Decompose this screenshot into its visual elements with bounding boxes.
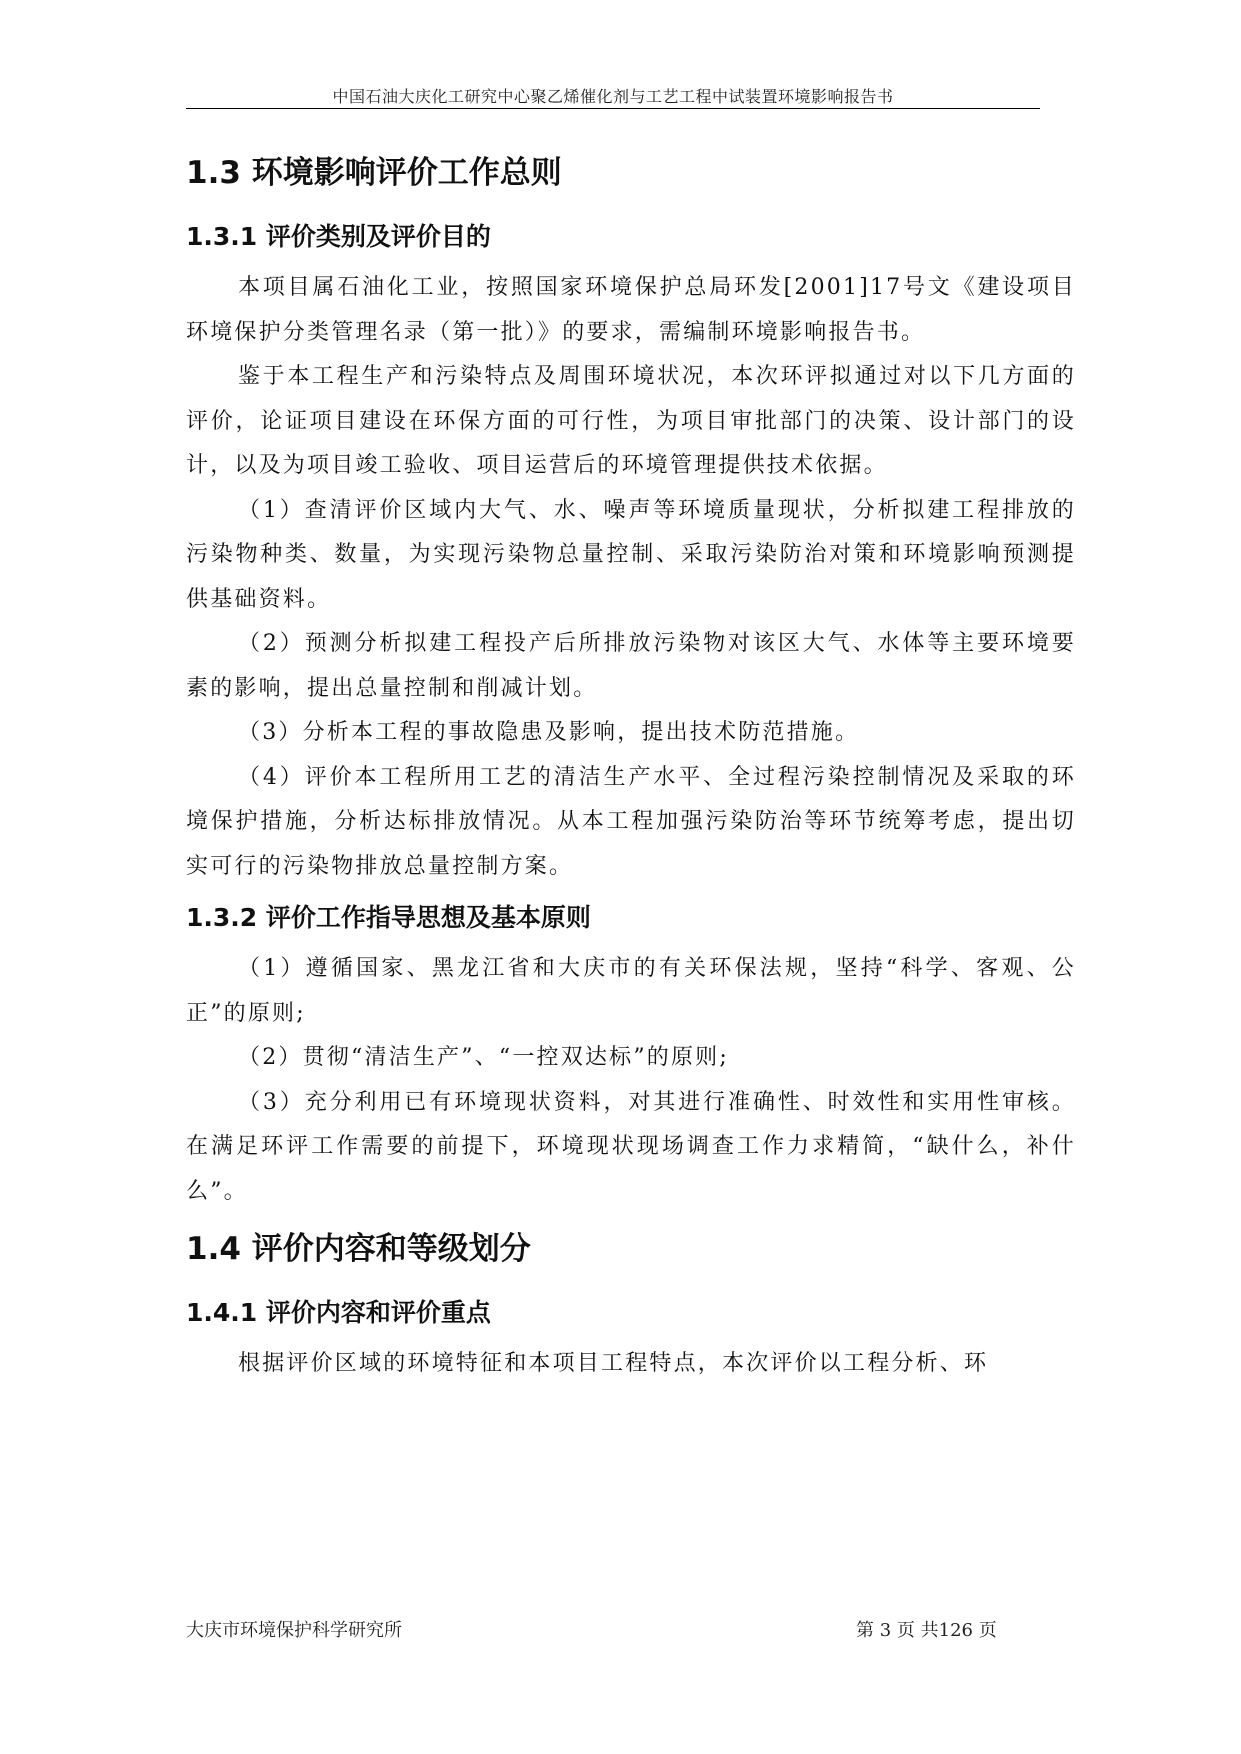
running-header: 中国石油大庆化工研究中心聚乙烯催化剂与工艺工程中试装置环境影响报告书 (332, 87, 894, 106)
paragraph: （3）分析本工程的事故隐患及影响，提出技术防范措施。 (238, 720, 860, 745)
paragraph: （1）查清评价区域内大气、水、噪声等环境质量现状，分析拟建工程排放的污染物种类、数量，为实现污染物总量控制、采取污染防治对策和环境影响预测提供基础资料。 (186, 497, 1076, 612)
subsection-heading-1-3-2: 1.3.2 评价工作指导思想及基本原则 (186, 903, 591, 932)
header-divider (186, 108, 1040, 109)
section-heading-1-4: 1.4 评价内容和等级划分 (186, 1231, 531, 1267)
paragraph: （2）贯彻“清洁生产”、“一控双达标”的原则; (238, 1045, 729, 1070)
footer-page-number: 第 3 页 共126 页 (856, 1620, 997, 1641)
paragraph: 本项目属石油化工业，按照国家环境保护总局环发[2001]17号文《建设项目环境保护分类管理名录（第一批）》的要求，需编制环境影响报告书。 (186, 275, 1076, 345)
section-heading-1-3: 1.3 环境影响评价工作总则 (186, 155, 562, 191)
document-body (186, 138, 1076, 1387)
paragraph: （3）充分利用已有环境现状资料，对其进行准确性、时效性和实用性审核。在满足环评工作需要的前提下，环境现状现场调查工作力求精简，“缺什么，补什么”。 (186, 1089, 1076, 1204)
subsection-heading-1-4-1: 1.4.1 评价内容和评价重点 (186, 1298, 491, 1327)
paragraph: 鉴于本工程生产和污染特点及周围环境状况，本次环评拟通过对以下几方面的评价，论证项目建设在环保方面的可行性，为项目审批部门的决策、设计部门的设计，以及为项目竣工验收、项目运营后的环境管理提供技术依据。 (186, 364, 1076, 478)
footer-organization: 大庆市环境保护科学研究所 (186, 1620, 402, 1641)
paragraph: （4）评价本工程所用工艺的清洁生产水平、全过程污染控制情况及采取的环境保护措施，分析达标排放情况。从本工程加强污染防治等环节统筹考虑，提出切实可行的污染物排放总量控制方案。 (186, 764, 1076, 879)
paragraph: 根据评价区域的环境特征和本项目工程特点，本次评价以工程分析、环 (238, 1351, 989, 1376)
paragraph: （1）遵循国家、黑龙江省和大庆市的有关环保法规，坚持“科学、客观、公正”的原则; (186, 956, 1076, 1026)
paragraph: （2）预测分析拟建工程投产后所排放污染物对该区大气、水体等主要环境要素的影响，提出总量控制和削减计划。 (186, 631, 1076, 701)
subsection-heading-1-3-1: 1.3.1 评价类别及评价目的 (186, 222, 491, 251)
